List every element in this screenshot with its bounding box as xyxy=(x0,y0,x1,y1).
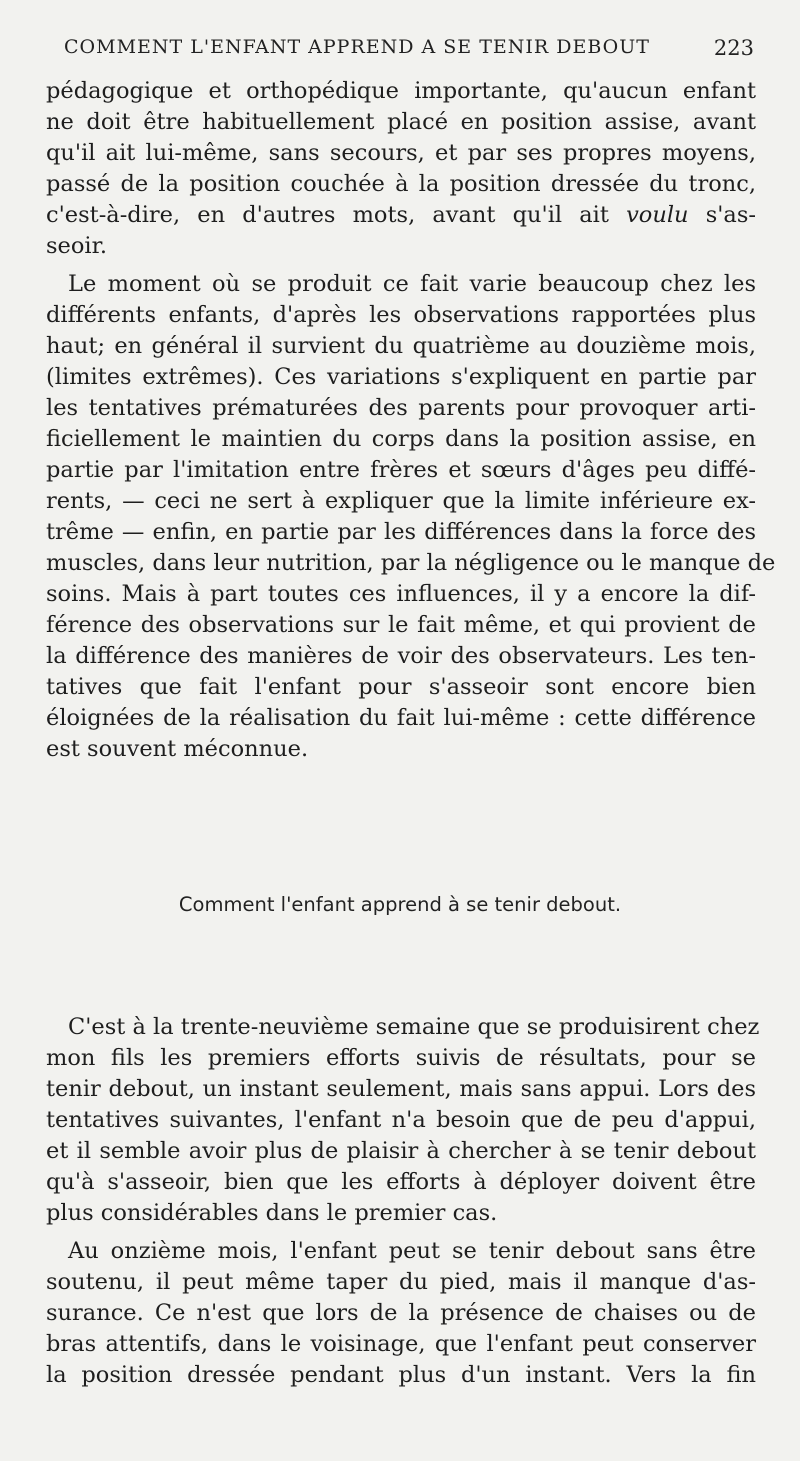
text-line: soins. Mais à part toutes ces influences, il y a encore la dif- xyxy=(46,581,756,607)
text-line: rents, — ceci ne sert à expliquer que la limite inférieure ex- xyxy=(46,488,756,514)
text-line: C'est à la trente-neuvième semaine que se produisirent chez xyxy=(68,1014,760,1040)
text-line: différents enfants, d'après les observations rapportées plus xyxy=(46,302,756,328)
text-line: éloignées de la réalisation du fait lui-même : cette différence xyxy=(46,705,756,731)
paragraph-1 xyxy=(46,76,756,262)
text-line: plus considérables dans le premier cas. xyxy=(46,1200,498,1226)
text-line: la différence des manières de voir des observateurs. Les ten- xyxy=(46,643,756,669)
text-line: passé de la position couchée à la position dressée du tronc, xyxy=(46,171,756,197)
italic-word: voulu xyxy=(626,202,689,228)
text-line: Le moment où se produit ce fait varie beaucoup chez les xyxy=(68,271,756,297)
paragraph-2 xyxy=(46,269,776,765)
text-line: la position dressée pendant plus d'un instant. Vers la fin xyxy=(46,1362,756,1388)
text-line: Au onzième mois, l'enfant peut se tenir debout sans être xyxy=(68,1238,756,1264)
text-line: trême — enfin, en partie par les différences dans la force des xyxy=(46,519,756,545)
text-line: bras attentifs, dans le voisinage, que l'enfant peut conserver xyxy=(46,1331,756,1357)
text-line: mon fils les premiers efforts suivis de résultats, pour se xyxy=(46,1045,756,1071)
text-line: haut; en général il survient du quatrième au douzième mois, xyxy=(46,333,756,359)
text-line: (limites extrêmes). Ces variations s'expliquent en partie par xyxy=(46,364,756,390)
text-line: qu'il ait lui-même, sans secours, et par ses propres moyens, xyxy=(46,140,756,166)
section-paragraph-2 xyxy=(46,1236,756,1391)
text-line: les tentatives prématurées des parents pour provoquer arti- xyxy=(46,395,756,421)
page-number: 223 xyxy=(713,36,754,60)
text-fragment: c'est-à-dire, en d'autres mots, avant qu'il ait xyxy=(46,202,609,228)
text-line: qu'à s'asseoir, bien que les efforts à déployer doivent être xyxy=(46,1169,756,1195)
text-line: tenir debout, un instant seulement, mais sans appui. Lors des xyxy=(46,1076,756,1102)
section-paragraph-1 xyxy=(46,1012,760,1229)
text-line: soutenu, il peut même taper du pied, mais il manque d'as- xyxy=(46,1269,756,1295)
text-line: muscles, dans leur nutrition, par la négligence ou le manque de xyxy=(46,550,776,576)
text-fragment: s'as- xyxy=(705,202,756,228)
text-line: et il semble avoir plus de plaisir à chercher à se tenir debout xyxy=(46,1138,756,1164)
running-head xyxy=(64,36,754,62)
text-line: seoir. xyxy=(46,233,108,259)
text-line: tentatives suivantes, l'enfant n'a besoin que de peu d'appui, xyxy=(46,1107,756,1133)
running-head-title: COMMENT L'ENFANT APPREND A SE TENIR DEBOUT xyxy=(64,36,650,58)
text-line: pédagogique et orthopédique importante, qu'aucun enfant xyxy=(46,78,756,104)
text-line: tatives que fait l'enfant pour s'asseoir sont encore bien xyxy=(46,674,756,700)
text-line: ne doit être habituellement placé en position assise, avant xyxy=(46,109,756,135)
text-line: est souvent méconnue. xyxy=(46,736,309,762)
section-title: Comment l'enfant apprend à se tenir debout. xyxy=(178,893,622,916)
text-line-with-italic xyxy=(46,200,756,231)
text-line: férence des observations sur le fait même, et qui provient de xyxy=(46,612,756,638)
text-line: surance. Ce n'est que lors de la présence de chaises ou de xyxy=(46,1300,756,1326)
text-line: ficiellement le maintien du corps dans la position assise, en xyxy=(46,426,756,452)
text-line: partie par l'imitation entre frères et sœurs d'âges peu diffé- xyxy=(46,457,756,483)
